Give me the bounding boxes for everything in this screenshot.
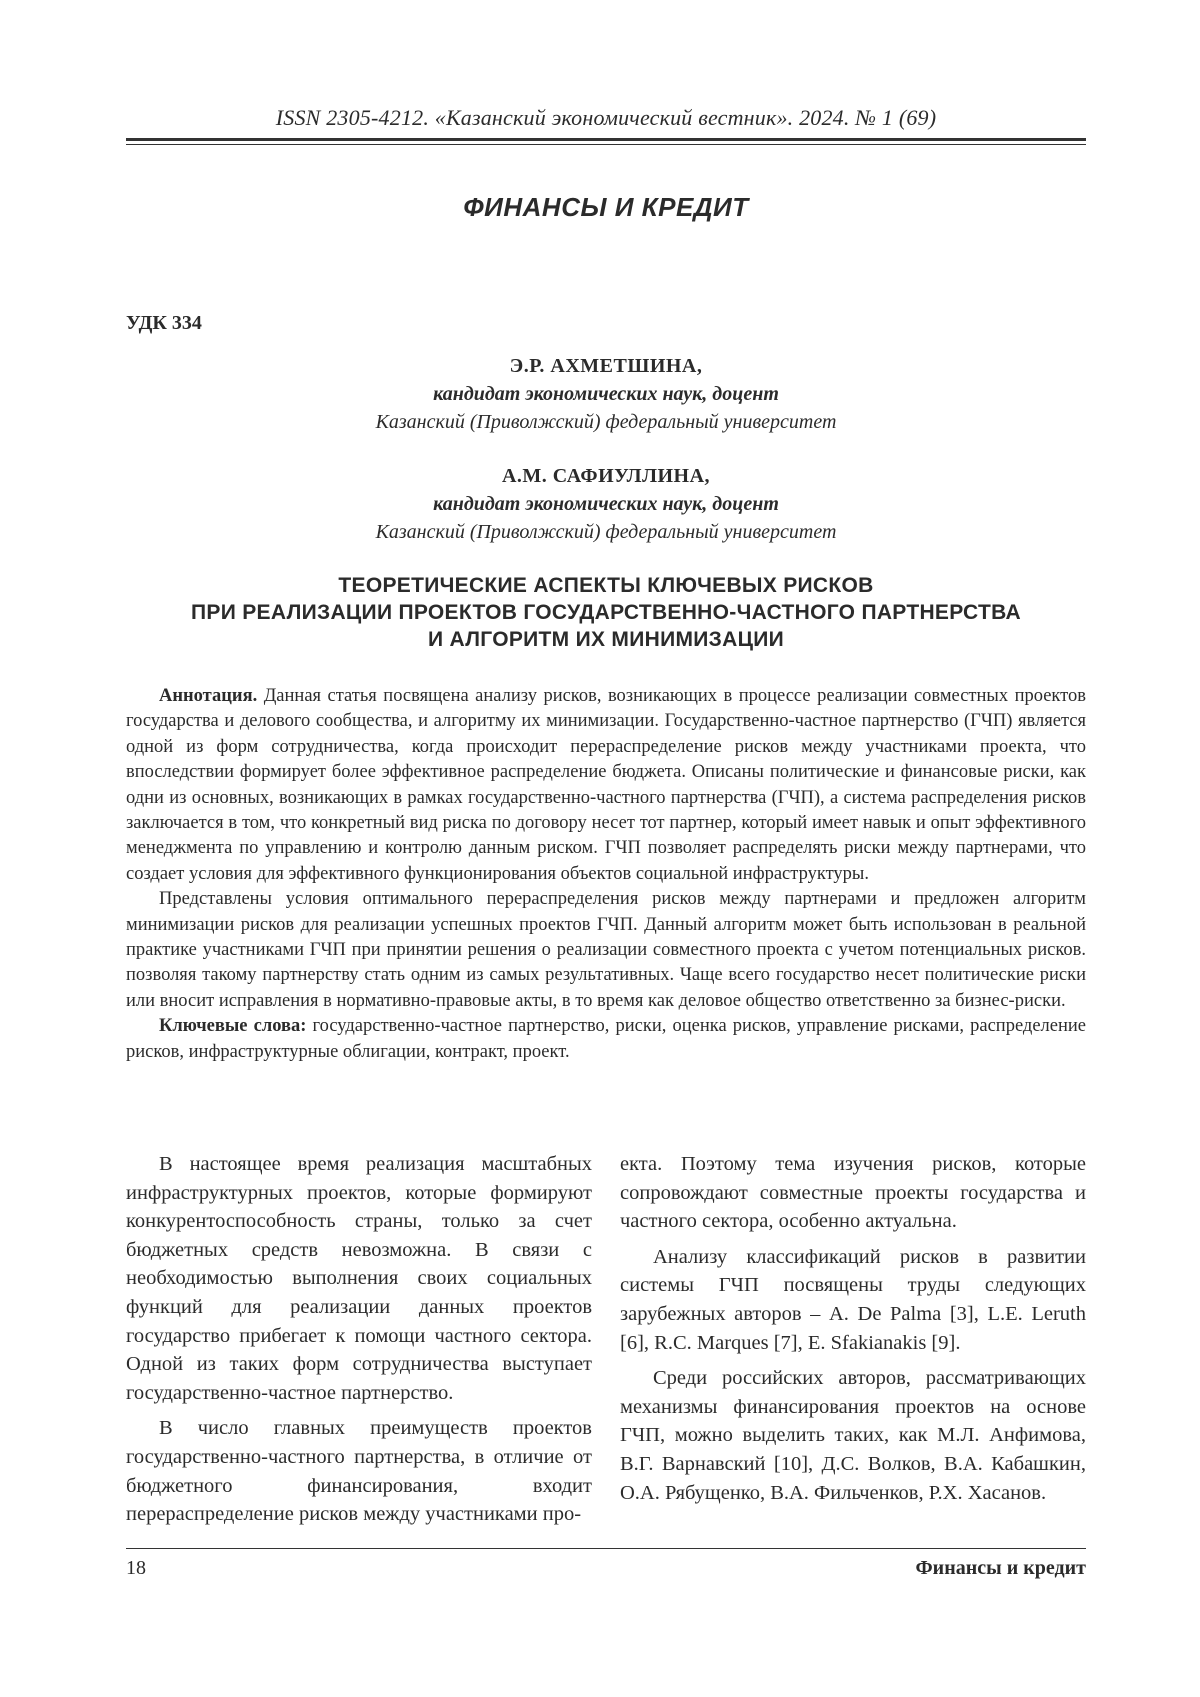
body-paragraph: В число главных преимуществ проектов государственно-частного партнерства, в отличие от бюджетного финансирования, входит перераспределение рисков между участниками про- (126, 1417, 592, 1526)
author-block (126, 352, 1086, 436)
abstract (126, 684, 1086, 1065)
running-head: ISSN 2305-4212. «Казанский экономический вестник». 2024. № 1 (69) (275, 105, 937, 130)
body-paragraph: Анализу классификаций рисков в развитии системы ГЧП посвящены труды следующих зарубежных авторов – A. De Palma [3], L.E. Leruth [6], R.C. Marques [7], E. Sfakianakis [9]. (620, 1245, 1086, 1354)
header-rule-thick (126, 138, 1086, 141)
author-name: А.М. САФИУЛЛИНА, (501, 465, 711, 487)
keywords-paragraph (126, 1014, 1086, 1065)
body-paragraph: В настоящее время реализация масштабных инфраструктурных проектов, которые формируют конкурентоспособность страны, только за счет бюджетных средств невозможна. В связи с необходимостью выполнения своих социальных функций для реализации данных проектов государство прибегает к помощи частного сектора. Одной из таких форм сотрудничества выступает государственно-частное партнерство. (126, 1153, 592, 1404)
udk-code: УДК 334 (126, 312, 202, 334)
page-number: 18 (126, 1557, 146, 1579)
author-degree: кандидат экономических наук, доцент (433, 493, 779, 515)
abstract-paragraph (126, 684, 1086, 887)
body-paragraph: екта. Поэтому тема изучения рисков, которые сопровождают совместные проекты государства и частного сектора, особенно актуальна. (620, 1153, 1086, 1233)
author-name: Э.Р. АХМЕТШИНА, (509, 355, 703, 377)
author-degree: кандидат экономических наук, доцент (433, 383, 779, 405)
abstract-label: Аннотация. (159, 686, 258, 706)
author-affiliation: Казанский (Приволжский) федеральный университет (375, 521, 837, 543)
keywords-label: Ключевые слова: (159, 1016, 307, 1037)
author-affiliation: Казанский (Приволжский) федеральный университет (375, 411, 837, 433)
article-title-line: ПРИ РЕАЛИЗАЦИИ ПРОЕКТОВ ГОСУДАРСТВЕННО-ЧАСТНОГО ПАРТНЕРСТВА (191, 601, 1021, 624)
article-title-line: ТЕОРЕТИЧЕСКИЕ АСПЕКТЫ КЛЮЧЕВЫХ РИСКОВ (338, 574, 874, 597)
article-title-line: И АЛГОРИТМ ИХ МИНИМИЗАЦИИ (427, 628, 785, 651)
body-paragraph: Среди российских авторов, рассматривающих механизмы финансирования проектов на основе ГЧП, можно выделить таких, как М.Л. Анфимова, В.Г. Варнавский [10], Д.С. Волков, В.А. Кабашкин, О.А. Рябущенко, В.А. Фильченков, Р.Х. Хасанов. (620, 1367, 1086, 1504)
keywords-text: государственно-частное партнерство, риски, оценка рисков, управление рисками, распределение рисков, инфраструктурные облигации, контракт, проект. (126, 1016, 1086, 1062)
body-column-right (620, 1150, 1086, 1514)
footer-rule (126, 1548, 1086, 1549)
author-block (126, 462, 1086, 546)
abstract-text: Данная статья посвящена анализу рисков, возникающих в процессе реализации совместных проектов государства и делового сообщества, и алгоритму их минимизации. Государственно-частное партнерство (ГЧП) является одной из форм сотрудничества, когда происходит перераспределение рисков между участниками проекта, что впоследствии формирует более эффективное распределение бюджета. Описаны политические и финансовые риски, как одни из основных, возникающих в рамках государственно-частного партнерства (ГЧП), а система распределения рисков заключается в том, что конкретный вид риска по договору несет тот партнер, который имеет навык и опыт эффективного менеджмента по управлению и контролю данным риском. ГЧП позволяет распределять риски между партнерами, что создает условия для эффективного функционирования объектов социальной инфраструктуры. (126, 686, 1086, 884)
section-title: ФИНАНСЫ И КРЕДИТ (463, 192, 749, 222)
article-title (126, 572, 1086, 653)
running-foot: Финансы и кредит (915, 1557, 1086, 1579)
header-rule-thin (126, 144, 1086, 145)
body-column-left (126, 1150, 592, 1536)
abstract-paragraph: Представлены условия оптимального перераспределения рисков между партнерами и предложен алгоритм минимизации рисков для реализации успешных проектов ГЧП. Данный алгоритм может быть использован в реальной практике участниками ГЧП при принятии решения о реализации совместного проекта с учетом потенциальных рисков. позволяя такому партнерству стать одним из самых результативных. Чаще всего государство несет политические риски или вносит исправления в нормативно-правовые акты, в то время как деловое общество ответственно за бизнес-риски. (126, 889, 1086, 1011)
